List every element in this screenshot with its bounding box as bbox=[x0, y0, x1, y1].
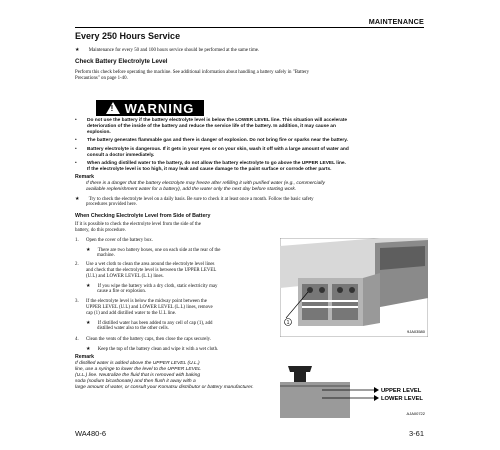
step-4-number: 4. bbox=[75, 337, 79, 342]
warning-bullet-3: • Battery electrolyte is dangerous. If it gets in your eyes or on your skin, wash it off with a large amount of water and consult a doctor immediately. bbox=[75, 147, 349, 158]
section-header: MAINTENANCE bbox=[368, 17, 424, 26]
step-1-number: 1. bbox=[75, 238, 79, 243]
step-1-text: Open the cover of the battery box. bbox=[86, 238, 153, 243]
side-intro-line2: battery, do this procedure. bbox=[75, 228, 126, 233]
footer-model: WA480-6 bbox=[75, 429, 106, 438]
star-icon: ★ bbox=[86, 247, 91, 253]
header-rule bbox=[75, 27, 424, 28]
check-para-line2: Precautions" on page 1-40. bbox=[75, 76, 128, 81]
remark-2-line3: (U.L.) line. Neutralize the fluid that is removed with baking bbox=[75, 373, 201, 378]
remark-2-line5: large amount of water, or consult your Komatsu distributor or battery manufacturer. bbox=[75, 385, 254, 390]
warning-bullet-1: • Do not use the battery if the battery electrolyte level is below the LOWER LEVEL line. This situation will accelerate deterioration of the inside of the battery and reduce the service life of the battery. In addition, it may cause an explosion. bbox=[75, 118, 348, 135]
star-icon: ★ bbox=[86, 320, 91, 326]
battery-box-figure bbox=[280, 238, 428, 337]
remark-2-line4: soda (sodium bicarbonate) and then flush it away with a bbox=[75, 379, 196, 384]
lower-level-label: LOWER LEVEL bbox=[381, 396, 423, 402]
side-heading: When Checking Electrolyte Level from Side of Battery bbox=[75, 213, 211, 219]
figure-2-code: AJA00722 bbox=[406, 411, 425, 416]
warning-bullet-2: • The battery generates flammable gas and there is danger of explosion. Do not bring fire or sparks near the battery. bbox=[75, 138, 348, 143]
step-2-note-cont: cause a fire or explosion. bbox=[97, 289, 147, 294]
step-1-note-cont: machine. bbox=[97, 253, 115, 258]
step-2-line1: Use a wet cloth to clean the area around the electrolyte level lines bbox=[86, 262, 215, 267]
star-icon: ★ bbox=[86, 346, 91, 352]
step-3-note-cont: distilled water also to the other cells. bbox=[97, 326, 169, 331]
intro-line: ★ Maintenance for every 50 and 100 hours service should be performed at the same time. bbox=[75, 47, 260, 53]
figure-1-code: 9JA03580 bbox=[406, 329, 425, 334]
check-heading: Check Battery Electrolyte Level bbox=[75, 58, 168, 65]
electrolyte-level-diagram bbox=[280, 366, 428, 418]
remark-1-label: Remark bbox=[75, 174, 95, 180]
figure-callout-1: 1 bbox=[286, 320, 290, 326]
note-1-cont: procedures provided here. bbox=[86, 202, 137, 207]
remark-2-label: Remark bbox=[75, 354, 95, 360]
check-para-line1: Perform this check before operating the machine. See additional information about handling a battery safely in "Battery bbox=[75, 70, 310, 75]
upper-level-label: UPPER LEVEL bbox=[381, 388, 422, 394]
remark-1-line2: available replenishment water for a battery), add the water only the next day before starting work. bbox=[86, 187, 297, 192]
remark-2-line1: If distilled water is added above the UPPER LEVEL (U.L.) bbox=[75, 361, 200, 366]
star-icon: ★ bbox=[86, 283, 91, 289]
side-intro-line1: If it is possible to check the electrolyte level from the side of the bbox=[75, 222, 201, 227]
step-3-note: ★ If distilled water has been added to any cell of cap (1), add bbox=[86, 320, 213, 326]
step-4-note: ★ Keep the top of the battery clean and wipe it with a wet cloth. bbox=[86, 346, 219, 352]
step-2-note: ★ If you wipe the battery with a dry cloth, static electricity may bbox=[86, 283, 218, 289]
note-1: ★ Try to check the electrolyte level on a daily basis. Be sure to check it at least once a month. Follow the basic safety bbox=[75, 196, 314, 202]
star-icon: ★ bbox=[75, 196, 80, 202]
star-icon: ★ bbox=[75, 47, 80, 53]
warning-triangle-icon: ! bbox=[106, 102, 120, 114]
step-3-number: 3. bbox=[75, 299, 79, 304]
step-4-text: Clean the vents of the battery caps, then close the caps securely. bbox=[86, 337, 212, 342]
step-2-number: 2. bbox=[75, 262, 79, 267]
warning-label: WARNING bbox=[124, 100, 195, 116]
warning-banner bbox=[96, 100, 204, 116]
remark-1-line1: If there is a danger that the battery electrolyte may freeze after refilling it with purified water (e.g., commercially bbox=[86, 181, 325, 186]
footer-page-number: 3-61 bbox=[408, 429, 424, 438]
step-3-line2: UPPER LEVEL (U.L) and LOWER LEVEL (L.L) lines, remove bbox=[86, 305, 213, 310]
warning-bullet-4: • When adding distilled water to the battery, do not allow the battery electrolyte to go above the UPPER LEVEL line. If the electrolyte level is too high, it may leak and cause damage to the paint surface or corrode other parts. bbox=[75, 161, 346, 172]
step-2-line3: (U.L) and LOWER LEVEL (L.L) lines. bbox=[86, 274, 164, 279]
step-3-line3: cap (1) and add distilled water to the U.L line. bbox=[86, 311, 177, 316]
step-2-line2: and check that the electrolyte level is between the UPPER LEVEL bbox=[86, 268, 217, 273]
page-title: Every 250 Hours Service bbox=[75, 31, 181, 41]
step-1-note: ★ There are two battery boxes, one on each side at the rear of the bbox=[86, 247, 221, 253]
remark-2-line2: line, use a syringe to lower the level to the UPPER LEVEL bbox=[75, 367, 201, 372]
step-3-line1: If the electrolyte level is below the midway point between the bbox=[86, 299, 207, 304]
